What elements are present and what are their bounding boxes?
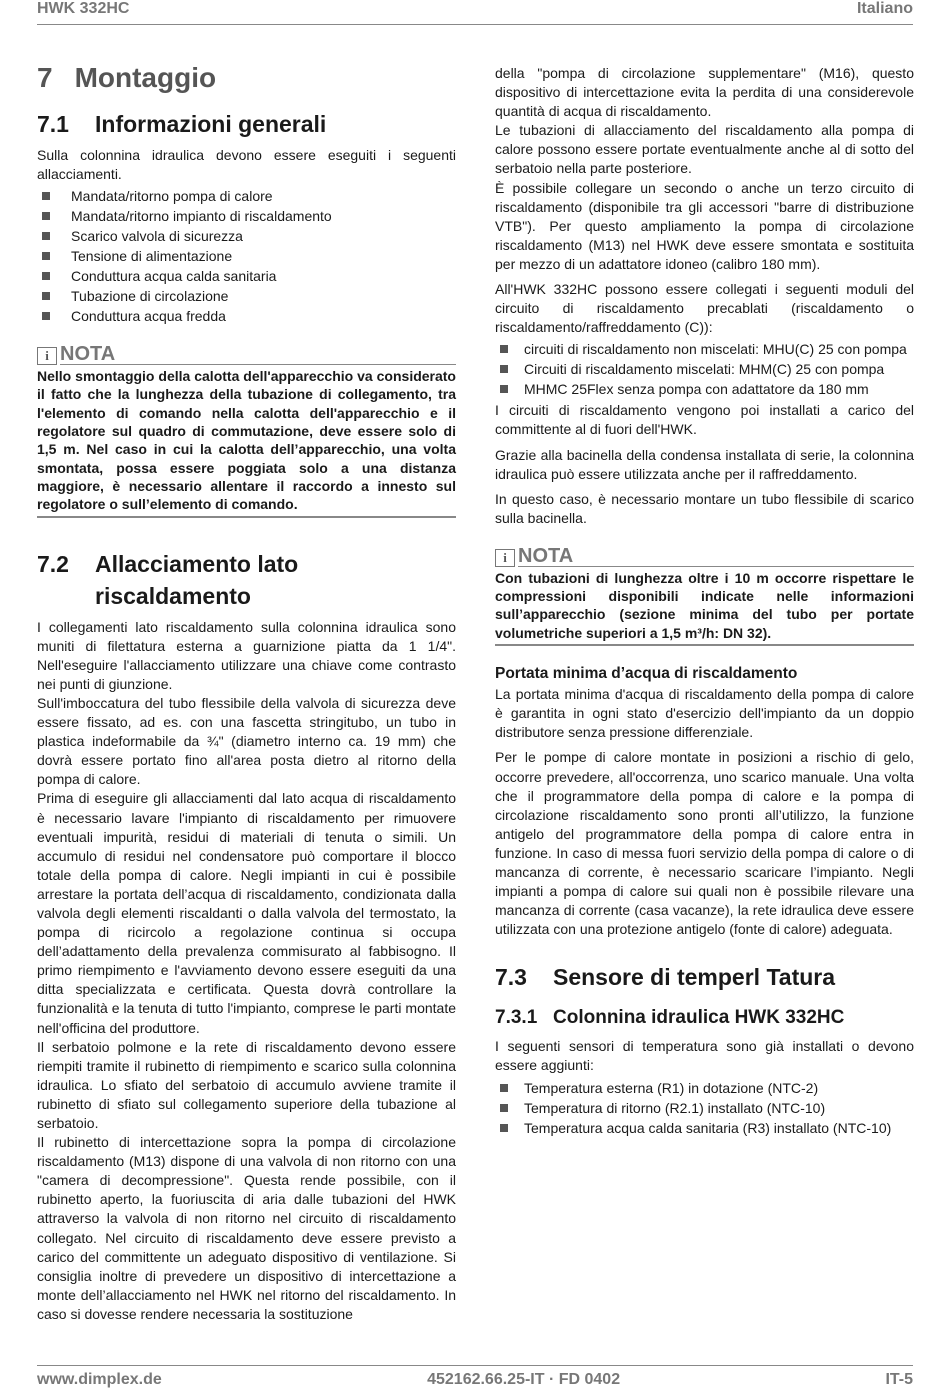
paragraph: Grazie alla bacinella della condensa installata di serie, la colonnina idraulica può essere utilizzata anche per il raffreddamento. (495, 446, 914, 482)
list-item-text: Tubazione di circolazione (71, 288, 229, 305)
list-item-text: MHMC 25Flex senza pompa con adattatore da 180 mm (524, 381, 869, 398)
note-box (37, 344, 456, 517)
list-item (495, 1098, 914, 1118)
chapter-heading (37, 58, 456, 98)
paragraph: È possibile collegare un secondo o anche un terzo circuito di riscaldamento (disponibile tra gli accessori "barre di distribuzione VTB"). Per questo ampliamento la pompa di circolazione riscaldamento (M13) nel HWK deve essere smontata e sostituita per mezzo di un adattatore idoneo (calibro 180 mm). (495, 179, 914, 272)
bullet-icon (42, 192, 50, 200)
list-item-text: Temperatura esterna (R1) in dotazione (NTC-2) (524, 1079, 819, 1096)
sensor-list (495, 1078, 914, 1138)
section-title: Sensore di temperl Tatura (553, 964, 836, 991)
bullet-icon (42, 312, 50, 320)
bullet-icon (500, 385, 508, 393)
bullet-icon (42, 232, 50, 240)
info-icon: i (37, 347, 57, 365)
header-model: HWK 332HC (37, 0, 130, 17)
list-item-text: Temperatura acqua calda sanitaria (R3) installato (NTC-10) (524, 1119, 892, 1136)
list-item (495, 1118, 914, 1138)
bullet-icon (42, 272, 50, 280)
paragraph: Sull'imboccatura del tubo flessibile della valvola di sicurezza deve essere fissato, ad es. con una fascetta stringitubo, un tubo in plastica indeformabile da ¾" (diametro interno ca. 19 mm) che dovrà essere portato fino all'area posta dietro al ritorno della pompa di calore. (37, 694, 456, 788)
paragraph: I circuiti di riscaldamento vengono poi installati a carico del committente al di fuori dell'HWK. (495, 402, 914, 438)
paragraph: Il serbatoio polmone e la rete di riscaldamento devono essere riempiti tramite il rubinetto di riempimento e scarico sulla colonnina idraulica. Lo sfiato del serbatoio di accumulo avviene tramite il rubinetto di sfiato sul collegamento superiore della tubazione al serbatoio. (37, 1038, 456, 1131)
paragraph: Prima di eseguire gli allacciamenti dal lato acqua di riscaldamento è necessario lavare l'impianto di riscaldamento per rimuovere eventuali impurità, residui di materiali di tenuta o simili. Un accumulo di residui nel condensatore può comportare il blocco totale della pompa di calore. Negli impianti in cui è possibile arrestare la portata dell’acqua di riscaldamento, condizionata dalla valvola degli elementi riscaldanti o dalla valvola del termostato, la pompa di ricircolo a regolazione continua si occupa dell’adattamento della prevalenza commisurato al fabbisogno. Il primo riempimento e l'avviamento devono essere eseguiti da una ditta specializzata e certificata. Questa dovrà controllare la funzionalità e la tenuta di tutto l'impianto, comprese le parti montate nell'officina del produttore. (37, 790, 456, 1036)
list-item (495, 379, 914, 399)
section-number: 7.2 (37, 550, 69, 577)
list-item (37, 286, 456, 306)
list-item-text: Temperatura di ritorno (R2.1) installato (NTC-10) (524, 1099, 826, 1116)
paragraph: Le tubazioni di allacciamento del riscaldamento alla pompa di calore possono essere portate eventualmente anche al di sotto del serbatoio nella parte posteriore. (495, 122, 914, 177)
note-box (495, 546, 914, 646)
right-column (495, 64, 914, 1140)
list-item (495, 339, 914, 359)
list-item (37, 266, 456, 286)
list-item (37, 186, 456, 206)
paragraph: All'HWK 332HC possono essere collegati i seguenti moduli del circuito di riscaldamento precablati (riscaldamento o riscaldamento/raffreddamento (C)): (495, 281, 914, 336)
section-number: 7.1 (37, 111, 69, 137)
note-label: NOTA (518, 546, 914, 567)
bullet-icon (500, 1124, 508, 1132)
list-item-text: Conduttura acqua fredda (71, 308, 226, 325)
subheading: Portata minima d’acqua di riscaldamento (495, 665, 798, 683)
bullet-icon (42, 292, 50, 300)
bullet-icon (500, 1104, 508, 1112)
list-item-text: Conduttura acqua calda sanitaria (71, 268, 277, 285)
bullet-icon (500, 1084, 508, 1092)
paragraph: Sulla colonnina idraulica devono essere eseguiti i seguenti allacciamenti. (37, 147, 456, 183)
bullet-icon (500, 345, 508, 353)
section-title: Informazioni generali (95, 111, 327, 137)
subsection-number: 7.3.1 (495, 1007, 538, 1029)
list-item (495, 359, 914, 379)
section-heading-7-3 (495, 961, 914, 993)
footer-doc-number: 452162.66.25-IT · FD 0402 (427, 1371, 621, 1388)
list-item-text: circuiti di riscaldamento non miscelati: MHU(C) 25 con pompa (524, 341, 907, 358)
list-item-text: Tensione di alimentazione (71, 248, 233, 265)
list-item (37, 206, 456, 226)
subsection-heading-7-3-1 (495, 1005, 914, 1031)
chapter-number: 7 (37, 62, 53, 93)
note-text: Con tubazioni di lunghezza oltre i 10 m occorre rispettare le compressioni disponibili indicate nelle informazioni sull’apparecchio (sezione minima del tubo per portate volumetriche superiori a 1,5 m³/h: DN 32). (495, 567, 914, 646)
page-header (37, 0, 913, 25)
footer-page-number: IT-5 (885, 1371, 913, 1388)
list-item-text: Mandata/ritorno pompa di calore (71, 188, 273, 205)
section-heading-7-1 (37, 108, 456, 140)
list-item (37, 306, 456, 326)
info-icon: i (495, 549, 515, 567)
bullet-icon (42, 252, 50, 260)
header-language: Italiano (856, 0, 913, 17)
bullet-icon (42, 212, 50, 220)
list-item (37, 246, 456, 266)
section-title-line: riscaldamento (95, 582, 251, 609)
note-text: Nello smontaggio della calotta dell'apparecchio va considerato il fatto che la lunghezza della tubazione di collegamento, tra l'elemento di comando nella calotta dell'apparecchio e il regolatore sul quadro di commutazione, deve essere solo di 1,5 m. Nel caso in cui la calotta dell’apparecchio, una volta smontata, possa essere poggiata solo a una distanza maggiore, è necessario allentare il raccordo a innesto sul regolatore o sull’elemento di comando. (37, 365, 456, 517)
section-title (95, 548, 298, 612)
paragraph: I seguenti sensori di temperatura sono già installati o devono essere aggiunti: (495, 1038, 914, 1074)
paragraph: Il rubinetto di intercettazione sopra la pompa di circolazione riscaldamento (M13) dispone di una valvola di non ritorno con una "camera di decompressione". Questa rende possibile, con il rubinetto aperto, la fuoriuscita di aria dalle tubazioni del HWK attraverso la valvola di non ritorno nel circuito di riscaldamento collegato. Nel circuito di riscaldamento deve essere previsto a carico del committente un adeguato dispositivo di ventilazione. Si consiglia inoltre di prevedere un dispositivo di intercettazione a monte dell’allacciamento nel HWK nel ritorno del riscaldamento. In caso si dovesse rendere necessaria la sostituzione (37, 1134, 456, 1322)
left-column (37, 58, 456, 1324)
footer-website[interactable]: www.dimplex.de (37, 1371, 162, 1388)
section-heading-7-2 (37, 548, 456, 612)
paragraph: In questo caso, è necessario montare un tubo flessibile di scarico sulla bacinella. (495, 490, 914, 526)
section-number: 7.3 (495, 964, 527, 991)
subsection-title: Colonnina idraulica HWK 332HC (553, 1007, 845, 1029)
list-item (495, 1078, 914, 1098)
note-label: NOTA (60, 344, 456, 365)
section-title-line: Allacciamento lato (95, 550, 299, 577)
connection-list (37, 186, 456, 326)
paragraph: La portata minima d'acqua di riscaldamento della pompa di calore è garantita in ogni stato d'esercizio dell'impianto da un doppio distributore senza pressione differenziale. (495, 686, 914, 741)
list-item-text: Circuiti di riscaldamento miscelati: MHM(C) 25 con pompa (524, 361, 885, 378)
chapter-title: Montaggio (74, 62, 217, 93)
page-footer (37, 1365, 913, 1389)
list-item-text: Mandata/ritorno impianto di riscaldamento (71, 208, 332, 225)
bullet-icon (500, 365, 508, 373)
list-item (37, 226, 456, 246)
list-item-text: Scarico valvola di sicurezza (71, 228, 243, 245)
paragraph: Per le pompe di calore montate in posizioni a rischio di gelo, occorre prevedere, all'occorrenza, uno scarico manuale. Una volta che il programmatore della pompa di calore e la pompa di circolazione riscaldamento sono pronti all’utilizzo, la funzione antigelo del programmatore della pompa di calore entra in funzione. In caso di messa fuori servizio della pompa di calore o di mancanza di corrente, è necessario scaricare l’impianto. Negli impianti a pompa di calore sui quali non è possibile rilevare una mancanza di corrente (casa vacanze), la rete idraulica deve essere utilizzata con una protezione antigelo (fonte di calore) adeguata. (495, 749, 914, 938)
paragraph: I collegamenti lato riscaldamento sulla colonnina idraulica sono muniti di filettatura esterna a guarnizione piatta da 1 1/4". Nell'eseguire l'allacciamento utilizzare una chiave come contrasto nei punti di giunzione. (37, 618, 456, 692)
module-list (495, 339, 914, 399)
paragraph: della "pompa di circolazione supplementare" (M16), questo dispositivo di intercettazione evita la perdita di una considerevole quantità di acqua di riscaldamento. (495, 65, 914, 120)
